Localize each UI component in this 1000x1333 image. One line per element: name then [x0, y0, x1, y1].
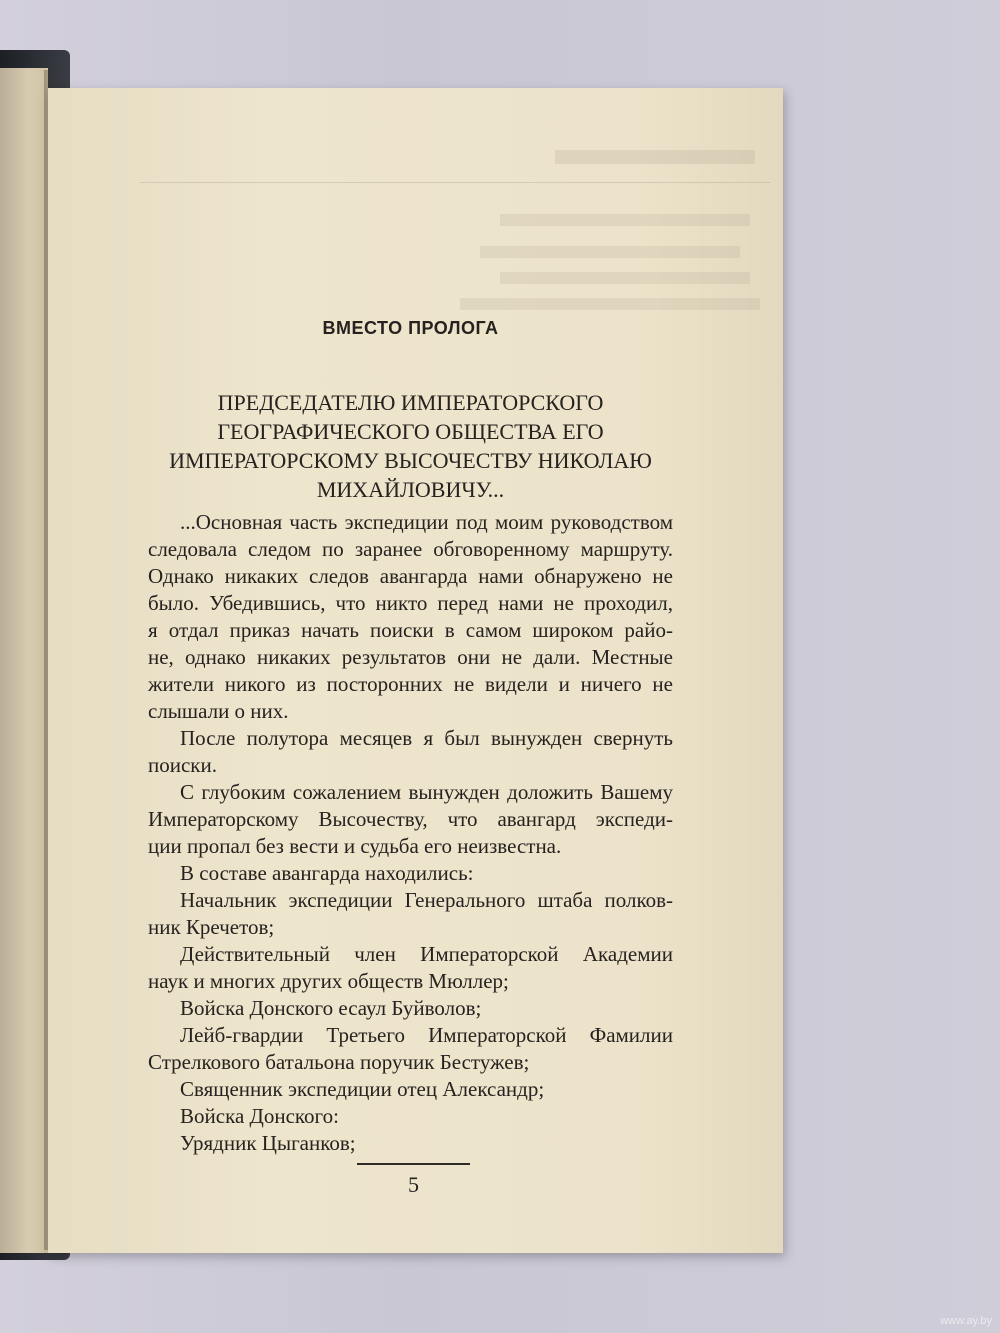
text-line: ник Кречетов;	[148, 915, 275, 939]
show-through-rule	[140, 182, 770, 183]
text-line: слышали о них.	[148, 699, 289, 723]
address-line: МИХАЙЛОВИЧУ...	[316, 477, 505, 502]
text-line: Стрелкового батальона поручик Бестужев;	[148, 1050, 530, 1074]
text-line: я отдал приказ начать поиски в самом широком райо-	[148, 618, 673, 642]
show-through-text	[480, 246, 740, 258]
show-through-text	[555, 150, 755, 164]
watermark: www.ay.by	[940, 1315, 992, 1327]
text-line: не, однако никаких результатов они не дали. Местные	[148, 645, 673, 669]
text-line: было. Убедившись, что никто перед нами не проходил,	[148, 591, 673, 615]
text-line: Лейб-гвардии Третьего Императорской Фамилии	[180, 1023, 673, 1047]
chapter-heading: ВМЕСТО ПРОЛОГА	[322, 318, 499, 338]
text-line: поиски.	[148, 753, 217, 777]
text-line: Войска Донского:	[180, 1104, 339, 1128]
text-line: жители никого из посторонних не видели и ничего не	[148, 672, 673, 696]
text-line: ции пропал без вести и судьба его неизвестна.	[148, 834, 562, 858]
page-number: 5	[408, 1172, 419, 1197]
text-line: Однако никаких следов авангарда нами обнаружено не	[148, 564, 673, 588]
text-line: Начальник экспедиции Генерального штаба полков-	[180, 888, 673, 912]
address-block	[148, 388, 673, 504]
show-through-text	[500, 214, 750, 226]
text-line: ...Основная часть экспедиции под моим руководством	[180, 510, 673, 534]
address-line: ГЕОГРАФИЧЕСКОГО ОБЩЕСТВА ЕГО	[217, 419, 604, 444]
address-line: ПРЕДСЕДАТЕЛЮ ИМПЕРАТОРСКОГО	[217, 390, 604, 415]
text-line: Императорскому Высочеству, что авангард экспеди-	[148, 807, 673, 831]
text-line: После полутора месяцев я был вынужден свернуть	[180, 726, 673, 750]
page-number-rule	[357, 1163, 470, 1165]
text-line: Урядник Цыганков;	[180, 1131, 356, 1155]
left-page-edge	[0, 68, 48, 1253]
show-through-text	[500, 272, 750, 284]
text-line: Священник экспедиции отец Александр;	[180, 1077, 545, 1101]
text-line: наук и многих других обществ Мюллер;	[148, 969, 509, 993]
text-line: следовала следом по заранее обговоренному маршруту.	[148, 537, 673, 561]
text-line: Войска Донского есаул Буйволов;	[180, 996, 482, 1020]
text-line: Действительный член Императорской Академии	[180, 942, 673, 966]
text-line: С глубоким сожалением вынужден доложить Вашему	[180, 780, 673, 804]
show-through-text	[460, 298, 760, 310]
text-line: В составе авангарда находились:	[180, 861, 474, 885]
address-line: ИМПЕРАТОРСКОМУ ВЫСОЧЕСТВУ НИКОЛАЮ	[169, 448, 652, 473]
body-text	[148, 509, 673, 1157]
